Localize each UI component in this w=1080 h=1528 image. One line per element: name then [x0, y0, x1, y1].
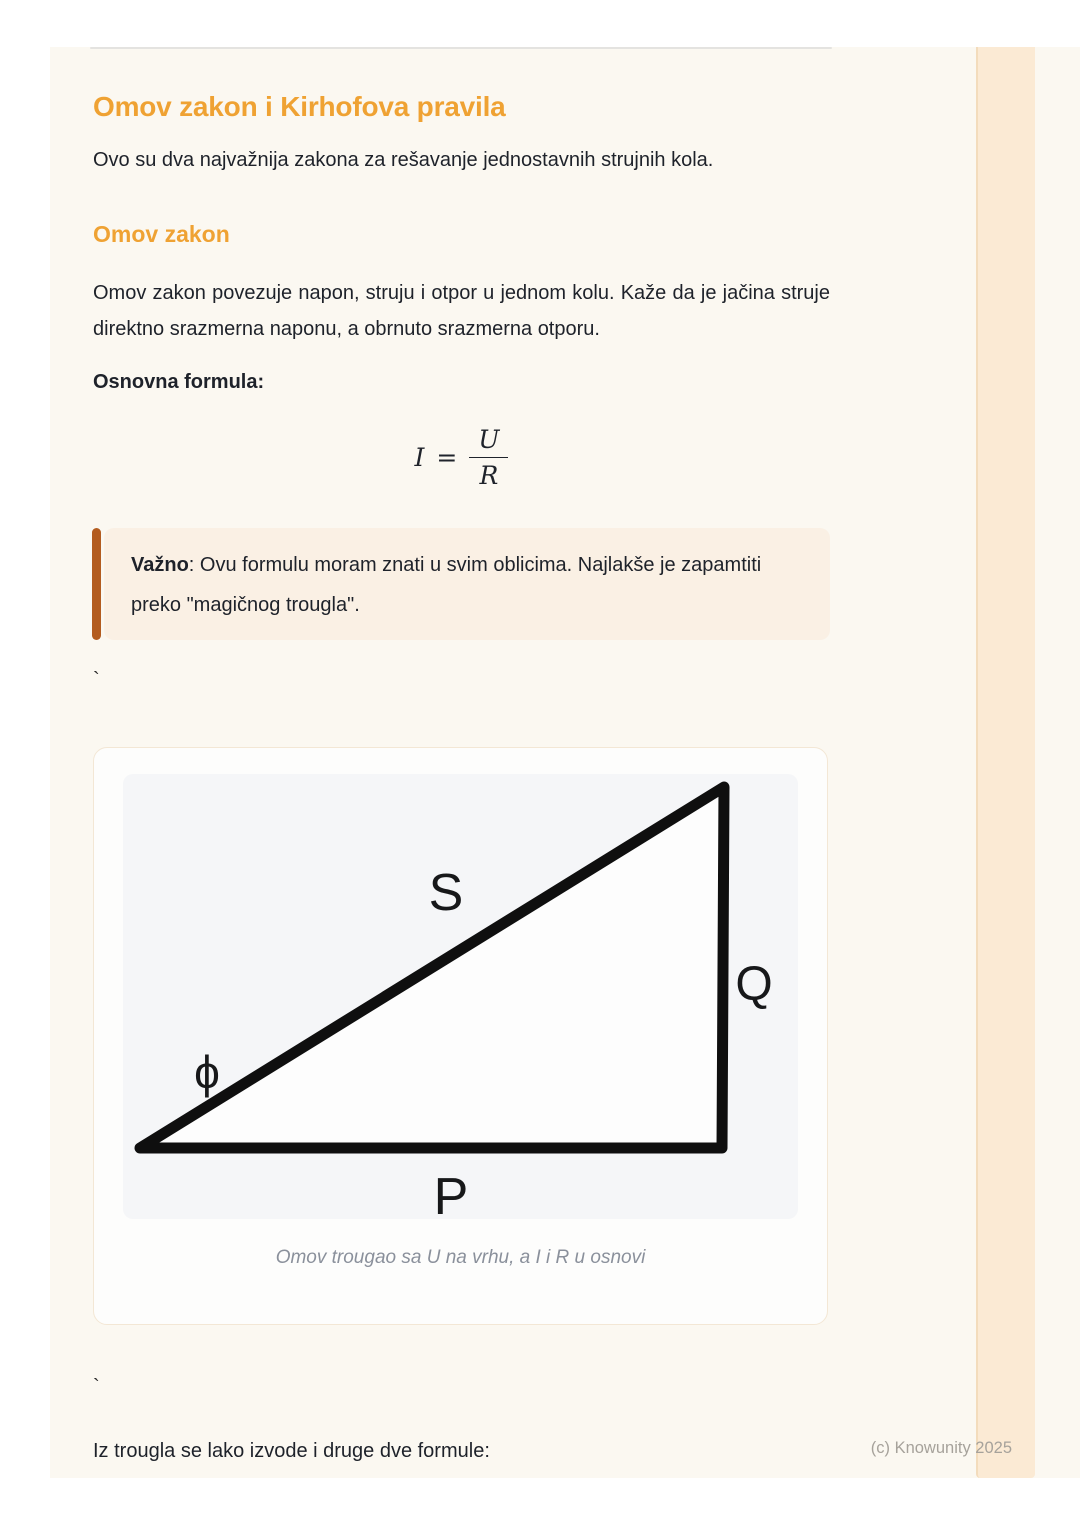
callout-accent-bar	[92, 528, 101, 640]
ohms-triangle-drawing	[123, 774, 798, 1219]
triangle-label-base: P	[433, 1168, 469, 1219]
stray-backtick-1: `	[93, 669, 100, 691]
formula-equals-sign: =	[436, 443, 458, 472]
stray-backtick-2: `	[93, 1376, 100, 1398]
callout-body	[104, 528, 830, 640]
formula-label: Osnovna formula:	[93, 371, 265, 393]
watermark: (c) Knowunity 2025	[870, 1439, 1012, 1457]
triangle-label-hypotenuse: S	[428, 864, 464, 922]
section-paragraph: Omov zakon povezuje napon, struju i otpor u jednom kolu. Kaže da je jačina struje direktno srazmerna naponu, a obrnuto srazmerna otporu.	[93, 282, 830, 340]
callout-text: : Ovu formulu moram znati u svim oblicima. Najlakše je zapamtiti preko "magičnog trougla".	[131, 554, 762, 616]
page-title: Omov zakon i Kirhofova pravila	[93, 91, 506, 122]
intro-paragraph: Ovo su dva najvažnija zakona za rešavanje jednostavnih strujnih kola.	[93, 149, 714, 171]
formula-lhs: I	[414, 443, 425, 472]
outro-paragraph: Iz trougla se lako izvode i druge dve formule:	[93, 1440, 490, 1462]
formula-block	[93, 425, 830, 490]
document-content	[93, 47, 830, 1464]
fraction-numerator: U	[478, 425, 500, 454]
callout-label: Važno	[131, 554, 189, 576]
triangle-label-angle-phi: ϕ	[194, 1046, 220, 1098]
figure-caption: Omov trougao sa U na vrhu, a I i R u osnovi	[275, 1247, 646, 1268]
triangle-label-vertical-side: Q	[735, 958, 773, 1011]
ohms-triangle-image	[123, 774, 798, 1219]
important-callout	[93, 528, 830, 640]
section-heading: Omov zakon	[93, 221, 230, 247]
fraction-denominator: R	[479, 461, 499, 490]
right-margin-stripe	[976, 47, 1035, 1478]
figure-card	[93, 747, 828, 1325]
triangle-shape	[140, 787, 724, 1148]
formula-fraction	[469, 425, 508, 490]
document-page	[50, 47, 1080, 1478]
ohms-law-formula	[415, 425, 509, 490]
